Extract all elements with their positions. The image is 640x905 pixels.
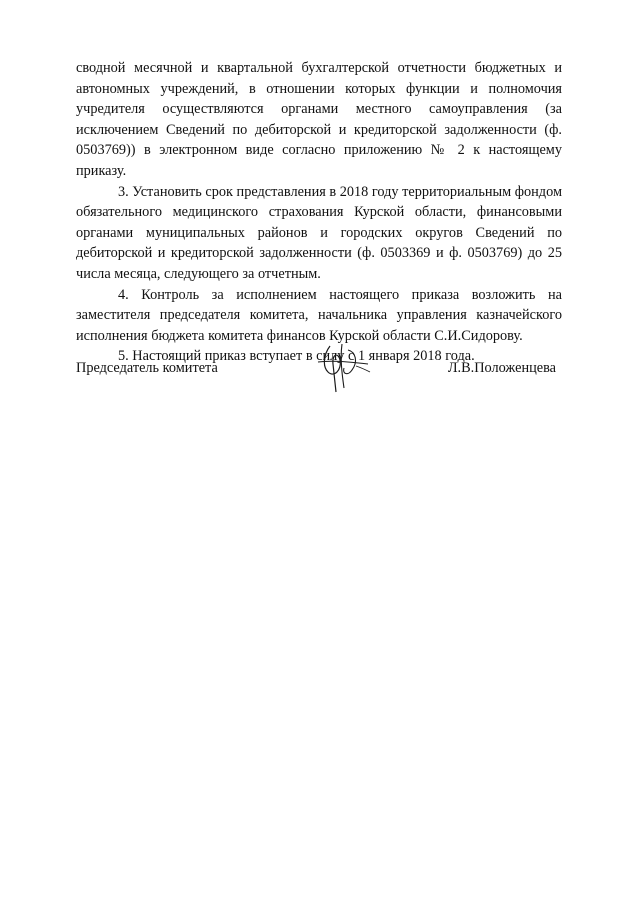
signature-block xyxy=(76,354,562,394)
handwritten-signature xyxy=(312,340,372,394)
paragraph-item-5: 5. Настоящий приказ вступает в силу с 1 января 2018 года. xyxy=(118,348,475,365)
paragraph-item-4: 4. Контроль за исполнением настоящего приказа возложить на заместителя председателя комитета, начальника управления казначейского исполнения бюджета комитета финансов Курской области С.И.Сидорову. xyxy=(76,286,562,344)
document-body xyxy=(76,58,562,367)
paragraph-continuation: сводной месячной и квартальной бухгалтерской отчетности бюджетных и автономных учреждений, в отношении которых функции и полномочия учредителя осуществляются органами местного самоуправления (за исключением Сведений по дебиторской и кредиторской задолженности (ф. 0503769)) в электронном виде согласно приложению № 2 к настоящему приказу. xyxy=(76,60,562,179)
paragraph-item-3: 3. Установить срок представления в 2018 году территориальным фондом обязательного медицинского страхования Курской области, финансовыми органами муниципальных районов и городских округов Сведений по дебиторской и кредиторской задолженности (ф. 0503369 и ф. 0503769) до 25 числа месяца, следующего за отчетным. xyxy=(76,183,562,282)
signatory-name: Л.В.Положенцева xyxy=(447,360,556,376)
signatory-title: Председатель комитета xyxy=(76,360,218,376)
